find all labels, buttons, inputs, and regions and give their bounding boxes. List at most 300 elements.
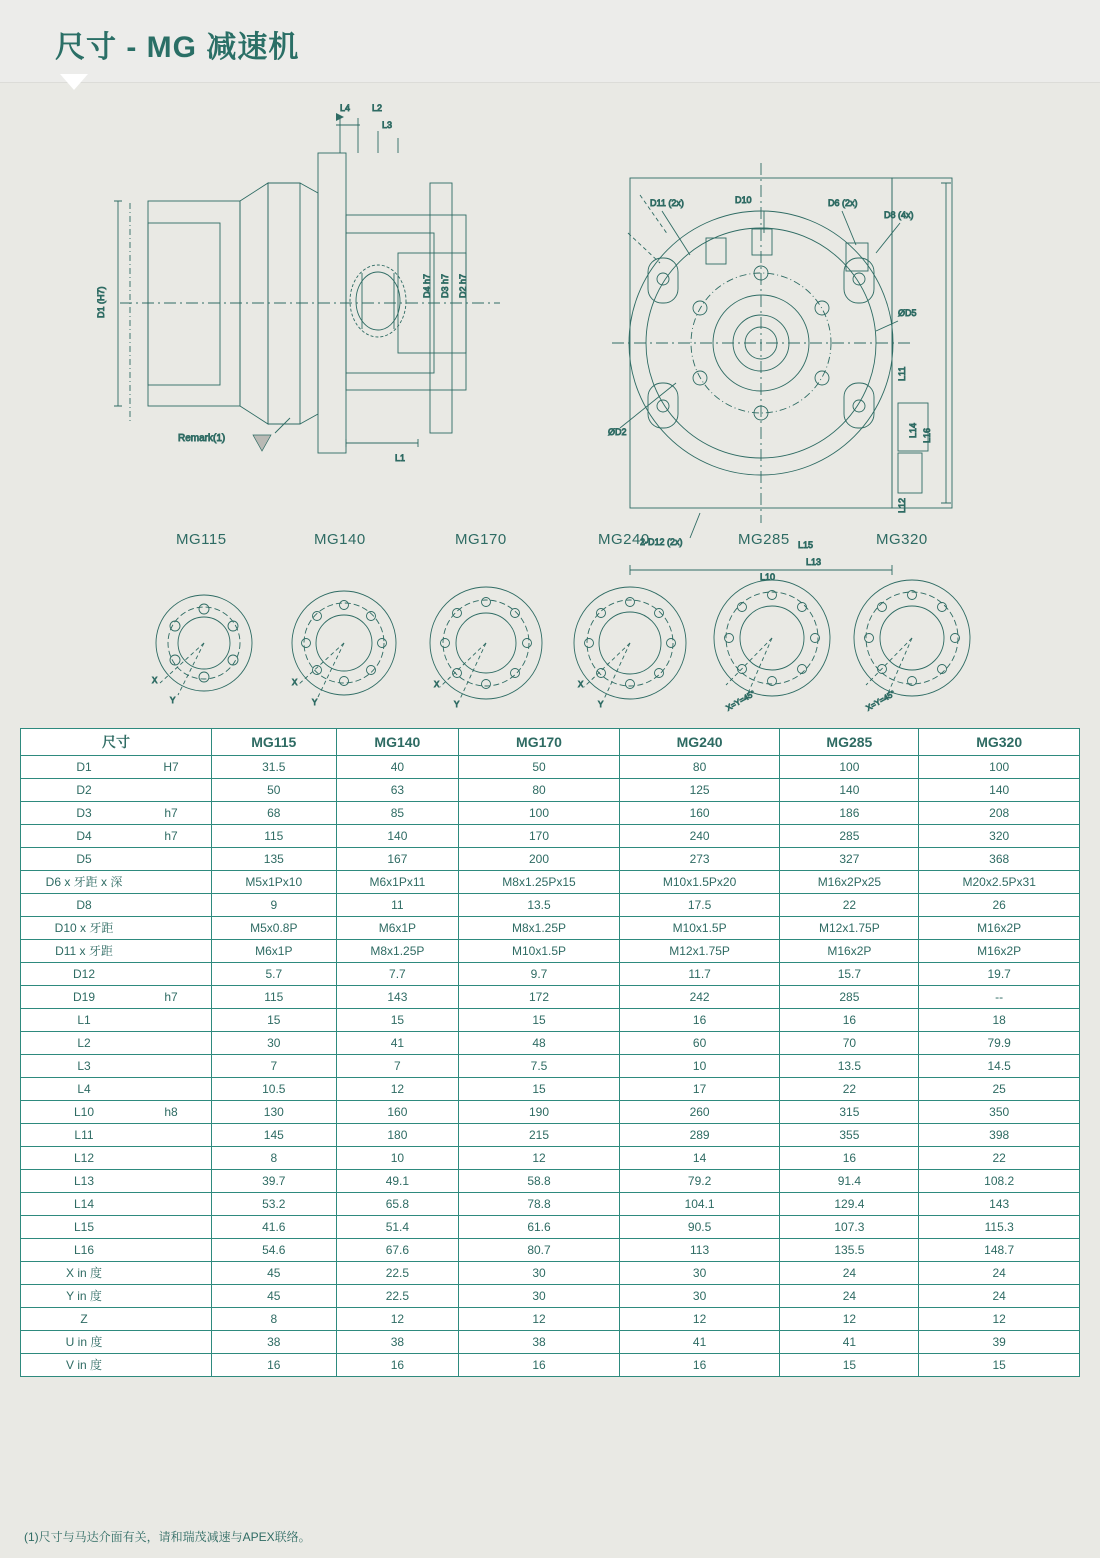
row-label: L12 — [73, 1151, 95, 1165]
table-cell: 125 — [619, 779, 780, 802]
svg-text:ØD5: ØD5 — [898, 308, 917, 318]
table-cell: 38 — [212, 1331, 337, 1354]
svg-text:L16: L16 — [922, 427, 932, 443]
row-header — [21, 848, 212, 871]
table-cell: 242 — [619, 986, 780, 1009]
table-cell: 260 — [619, 1101, 780, 1124]
flange-label-mg140: MG140 — [314, 531, 366, 548]
dimensions-table — [20, 728, 1080, 1377]
row-fit: H7 — [163, 760, 179, 774]
page-header — [0, 0, 1100, 83]
svg-text:D8 (4x): D8 (4x) — [884, 210, 914, 220]
row-fit: h7 — [164, 806, 178, 820]
table-cell: 18 — [919, 1009, 1080, 1032]
footnote: (1)尺寸与马达介面有关，请和瑞茂减速与APEX联络。 — [24, 1530, 311, 1544]
table-cell: 100 — [459, 802, 620, 825]
table-cell: 91.4 — [780, 1170, 919, 1193]
table-cell: 45 — [212, 1285, 337, 1308]
table-row — [21, 779, 1080, 802]
table-cell: 85 — [336, 802, 459, 825]
table-cell: 15.7 — [780, 963, 919, 986]
table-cell: 315 — [780, 1101, 919, 1124]
row-label: L15 — [73, 1220, 95, 1234]
table-cell: 190 — [459, 1101, 620, 1124]
table-cell: 11.7 — [619, 963, 780, 986]
table-cell: 285 — [780, 825, 919, 848]
table-row — [21, 1285, 1080, 1308]
row-header — [21, 1354, 212, 1377]
row-header — [21, 1009, 212, 1032]
table-cell: M10x1.5P — [459, 940, 620, 963]
table-cell: 135.5 — [780, 1239, 919, 1262]
table-cell: 30 — [212, 1032, 337, 1055]
svg-text:D11 (2x): D11 (2x) — [650, 198, 684, 208]
table-row — [21, 848, 1080, 871]
table-row — [21, 1032, 1080, 1055]
table-cell: 140 — [780, 779, 919, 802]
row-header — [21, 1124, 212, 1147]
table-cell: 53.2 — [212, 1193, 337, 1216]
table-cell: 24 — [780, 1262, 919, 1285]
table-cell: 22 — [919, 1147, 1080, 1170]
col-header-mg240: MG240 — [619, 729, 780, 756]
table-cell: 14.5 — [919, 1055, 1080, 1078]
row-header — [21, 1170, 212, 1193]
svg-text:X=Y=45°: X=Y=45° — [724, 688, 757, 713]
col-header-mg170: MG170 — [459, 729, 620, 756]
col-header-dimension: 尺寸 — [21, 729, 212, 756]
row-header — [21, 871, 212, 894]
svg-text:ØD2: ØD2 — [608, 427, 627, 437]
row-label: L3 — [77, 1059, 91, 1073]
row-label: D19 — [72, 990, 95, 1004]
table-cell: M10x1.5P — [619, 917, 780, 940]
table-cell: 41.6 — [212, 1216, 337, 1239]
table-cell: 24 — [919, 1285, 1080, 1308]
flange-label-mg170: MG170 — [455, 531, 507, 548]
table-row — [21, 756, 1080, 779]
svg-text:D6 (2x): D6 (2x) — [828, 198, 858, 208]
table-cell: M12x1.75P — [780, 917, 919, 940]
table-cell: 24 — [780, 1285, 919, 1308]
svg-text:X: X — [292, 678, 298, 687]
row-header — [21, 825, 212, 848]
table-cell: 398 — [919, 1124, 1080, 1147]
row-header — [21, 1193, 212, 1216]
table-cell: 285 — [780, 986, 919, 1009]
table-row — [21, 917, 1080, 940]
table-cell: 80.7 — [459, 1239, 620, 1262]
table-cell: M6x1Px11 — [336, 871, 459, 894]
table-cell: 355 — [780, 1124, 919, 1147]
svg-text:D2 h7: D2 h7 — [458, 273, 468, 298]
row-fit: h7 — [164, 990, 178, 1004]
table-cell: 79.2 — [619, 1170, 780, 1193]
svg-text:X: X — [434, 680, 440, 689]
table-cell: 63 — [336, 779, 459, 802]
table-cell: 15 — [919, 1354, 1080, 1377]
table-cell: 65.8 — [336, 1193, 459, 1216]
table-cell: 15 — [459, 1009, 620, 1032]
table-cell: 38 — [336, 1331, 459, 1354]
table-cell: 7.7 — [336, 963, 459, 986]
row-header — [21, 986, 212, 1009]
table-row — [21, 1147, 1080, 1170]
table-cell: 148.7 — [919, 1239, 1080, 1262]
row-label: V in 度 — [65, 1358, 102, 1372]
svg-text:D10: D10 — [735, 195, 752, 205]
table-cell: 107.3 — [780, 1216, 919, 1239]
svg-text:L4: L4 — [340, 103, 351, 113]
table-cell: 90.5 — [619, 1216, 780, 1239]
svg-text:L12: L12 — [897, 497, 907, 513]
svg-text:X=Y=45°: X=Y=45° — [864, 688, 897, 713]
table-cell: 130 — [212, 1101, 337, 1124]
table-cell: 49.1 — [336, 1170, 459, 1193]
table-cell: 115.3 — [919, 1216, 1080, 1239]
table-row — [21, 894, 1080, 917]
table-cell: 172 — [459, 986, 620, 1009]
table-cell: M5x0.8P — [212, 917, 337, 940]
row-label: D11 x 牙距 — [55, 944, 113, 958]
col-header-mg140: MG140 — [336, 729, 459, 756]
table-cell: 54.6 — [212, 1239, 337, 1262]
table-cell: M16x2P — [780, 940, 919, 963]
table-cell: 80 — [619, 756, 780, 779]
table-cell: 15 — [459, 1078, 620, 1101]
table-cell: 129.4 — [780, 1193, 919, 1216]
table-cell: 41 — [619, 1331, 780, 1354]
table-cell: 58.8 — [459, 1170, 620, 1193]
table-row — [21, 1124, 1080, 1147]
drawing-svg — [0, 83, 1100, 723]
table-row — [21, 1193, 1080, 1216]
row-label: L1 — [77, 1013, 91, 1027]
table-row — [21, 940, 1080, 963]
row-label: L10 — [73, 1105, 95, 1119]
table-cell: 135 — [212, 848, 337, 871]
table-cell: 26 — [919, 894, 1080, 917]
table-row — [21, 1009, 1080, 1032]
row-header — [21, 1147, 212, 1170]
table-cell: 30 — [459, 1262, 620, 1285]
row-label: D6 x 牙距 x 深 — [45, 875, 123, 889]
flange-label-mg240: MG240 — [598, 531, 650, 548]
row-fit: h8 — [164, 1105, 178, 1119]
table-cell: 50 — [459, 756, 620, 779]
table-cell: 41 — [336, 1032, 459, 1055]
table-cell: 16 — [459, 1354, 620, 1377]
table-cell: 7 — [212, 1055, 337, 1078]
table-cell: 200 — [459, 848, 620, 871]
table-cell: 22 — [780, 1078, 919, 1101]
table-cell: -- — [919, 986, 1080, 1009]
table-cell: 7.5 — [459, 1055, 620, 1078]
table-body — [21, 756, 1080, 1377]
table-cell: 67.6 — [336, 1239, 459, 1262]
table-cell: 22 — [780, 894, 919, 917]
table-cell: 25 — [919, 1078, 1080, 1101]
table-cell: M6x1P — [336, 917, 459, 940]
row-header — [21, 894, 212, 917]
table-cell: 143 — [336, 986, 459, 1009]
row-label: D1 — [76, 760, 92, 774]
table-cell: 39.7 — [212, 1170, 337, 1193]
row-header — [21, 779, 212, 802]
table-cell: 145 — [212, 1124, 337, 1147]
table-cell: M16x2P — [919, 940, 1080, 963]
table-cell: 12 — [619, 1308, 780, 1331]
table-cell: 40 — [336, 756, 459, 779]
table-cell: 273 — [619, 848, 780, 871]
row-header — [21, 963, 212, 986]
table-cell: 104.1 — [619, 1193, 780, 1216]
table-cell: 16 — [212, 1354, 337, 1377]
table-cell: 12 — [459, 1308, 620, 1331]
table-cell: 320 — [919, 825, 1080, 848]
table-row — [21, 802, 1080, 825]
table-cell: 100 — [780, 756, 919, 779]
table-row — [21, 1239, 1080, 1262]
table-cell: M10x1.5Px20 — [619, 871, 780, 894]
table-cell: M8x1.25P — [336, 940, 459, 963]
table-cell: 16 — [336, 1354, 459, 1377]
table-row — [21, 825, 1080, 848]
table-row — [21, 1354, 1080, 1377]
row-label: L4 — [77, 1082, 91, 1096]
table-cell: 115 — [212, 986, 337, 1009]
svg-text:Y: Y — [598, 700, 604, 709]
row-header — [21, 1262, 212, 1285]
table-cell: 38 — [459, 1331, 620, 1354]
table-cell: 31.5 — [212, 756, 337, 779]
table-row — [21, 1078, 1080, 1101]
table-row — [21, 1101, 1080, 1124]
table-cell: 170 — [459, 825, 620, 848]
table-cell: M16x2P — [919, 917, 1080, 940]
row-label: L13 — [73, 1174, 95, 1188]
table-cell: 186 — [780, 802, 919, 825]
svg-text:X: X — [152, 676, 158, 685]
table-row — [21, 1216, 1080, 1239]
row-label: X in 度 — [65, 1266, 102, 1280]
technical-drawings — [0, 83, 1100, 723]
table-header-row — [21, 729, 1080, 756]
table-row — [21, 986, 1080, 1009]
table-cell: 16 — [780, 1147, 919, 1170]
table-cell: 115 — [212, 825, 337, 848]
dimensions-table-wrap — [20, 728, 1080, 1377]
table-cell: 12 — [336, 1078, 459, 1101]
table-cell: 45 — [212, 1262, 337, 1285]
table-row — [21, 1308, 1080, 1331]
table-cell: 140 — [919, 779, 1080, 802]
svg-text:Y: Y — [170, 696, 176, 705]
table-cell: 9.7 — [459, 963, 620, 986]
row-header — [21, 940, 212, 963]
table-cell: 215 — [459, 1124, 620, 1147]
col-header-mg115: MG115 — [212, 729, 337, 756]
svg-text:Y: Y — [454, 700, 460, 709]
table-cell: 12 — [459, 1147, 620, 1170]
svg-text:D4 h7: D4 h7 — [422, 273, 432, 298]
table-cell: 16 — [619, 1009, 780, 1032]
table-cell: 19.7 — [919, 963, 1080, 986]
table-cell: 8 — [212, 1147, 337, 1170]
table-row — [21, 963, 1080, 986]
table-cell: 16 — [780, 1009, 919, 1032]
table-cell: 15 — [336, 1009, 459, 1032]
svg-text:Remark(1): Remark(1) — [178, 433, 226, 444]
table-cell: 68 — [212, 802, 337, 825]
table-cell: 51.4 — [336, 1216, 459, 1239]
table-cell: 100 — [919, 756, 1080, 779]
flange-label-mg320: MG320 — [876, 531, 928, 548]
row-label: D8 — [76, 898, 92, 912]
table-cell: 167 — [336, 848, 459, 871]
table-cell: 60 — [619, 1032, 780, 1055]
table-cell: 160 — [619, 802, 780, 825]
row-header — [21, 1078, 212, 1101]
table-cell: 289 — [619, 1124, 780, 1147]
svg-text:D3 h7: D3 h7 — [440, 273, 450, 298]
svg-text:X: X — [578, 680, 584, 689]
table-cell: 13.5 — [459, 894, 620, 917]
row-label: L14 — [73, 1197, 95, 1211]
table-cell: 22.5 — [336, 1285, 459, 1308]
row-header — [21, 1239, 212, 1262]
row-header — [21, 1101, 212, 1124]
table-row — [21, 1331, 1080, 1354]
table-cell: 79.9 — [919, 1032, 1080, 1055]
table-cell: M8x1.25P — [459, 917, 620, 940]
table-row — [21, 1170, 1080, 1193]
table-cell: M6x1P — [212, 940, 337, 963]
row-label: D3 — [76, 806, 92, 820]
row-label: U in 度 — [65, 1335, 103, 1349]
svg-text:2-D12 (2x): 2-D12 (2x) — [640, 537, 683, 547]
table-cell: 78.8 — [459, 1193, 620, 1216]
table-cell: 24 — [919, 1262, 1080, 1285]
table-cell: 16 — [619, 1354, 780, 1377]
table-cell: 108.2 — [919, 1170, 1080, 1193]
svg-text:L10: L10 — [760, 572, 776, 582]
table-row — [21, 871, 1080, 894]
row-label: L11 — [74, 1128, 94, 1142]
table-cell: 50 — [212, 779, 337, 802]
table-cell: 5.7 — [212, 963, 337, 986]
table-cell: 350 — [919, 1101, 1080, 1124]
table-cell: 8 — [212, 1308, 337, 1331]
table-cell: 14 — [619, 1147, 780, 1170]
row-header — [21, 1055, 212, 1078]
svg-text:L1: L1 — [395, 453, 406, 463]
table-cell: 143 — [919, 1193, 1080, 1216]
svg-text:L15: L15 — [798, 540, 814, 550]
row-label: Y in 度 — [66, 1289, 102, 1303]
table-cell: 15 — [780, 1354, 919, 1377]
table-cell: 10 — [336, 1147, 459, 1170]
table-cell: 22.5 — [336, 1262, 459, 1285]
table-cell: 48 — [459, 1032, 620, 1055]
table-cell: 80 — [459, 779, 620, 802]
row-header — [21, 917, 212, 940]
table-cell: 11 — [336, 894, 459, 917]
table-row — [21, 1055, 1080, 1078]
svg-text:L11: L11 — [897, 366, 907, 381]
svg-text:Y: Y — [312, 698, 318, 707]
row-header — [21, 1216, 212, 1239]
svg-text:L14: L14 — [908, 422, 918, 438]
table-cell: 41 — [780, 1331, 919, 1354]
row-label: L16 — [73, 1243, 95, 1257]
col-header-mg285: MG285 — [780, 729, 919, 756]
table-cell: 12 — [780, 1308, 919, 1331]
row-label: D4 — [76, 829, 92, 843]
row-label: D2 — [76, 783, 92, 797]
page-title: 尺寸 - MG 减速机 — [55, 31, 300, 64]
table-cell: 12 — [336, 1308, 459, 1331]
table-cell: M8x1.25Px15 — [459, 871, 620, 894]
table-cell: 140 — [336, 825, 459, 848]
table-cell: 30 — [459, 1285, 620, 1308]
table-cell: M5x1Px10 — [212, 871, 337, 894]
table-cell: M12x1.75P — [619, 940, 780, 963]
svg-text:L13: L13 — [806, 557, 822, 567]
flange-label-mg115: MG115 — [176, 531, 227, 548]
table-cell: M16x2Px25 — [780, 871, 919, 894]
table-cell: 180 — [336, 1124, 459, 1147]
row-header — [21, 1331, 212, 1354]
table-cell: 30 — [619, 1262, 780, 1285]
table-cell: 39 — [919, 1331, 1080, 1354]
row-header — [21, 802, 212, 825]
svg-text:L3: L3 — [382, 120, 393, 130]
table-cell: 327 — [780, 848, 919, 871]
table-cell: 10.5 — [212, 1078, 337, 1101]
table-cell: 15 — [212, 1009, 337, 1032]
col-header-mg320: MG320 — [919, 729, 1080, 756]
table-cell: 70 — [780, 1032, 919, 1055]
table-cell: 9 — [212, 894, 337, 917]
row-label: Z — [80, 1312, 88, 1326]
table-cell: 12 — [919, 1308, 1080, 1331]
flange-label-mg285: MG285 — [738, 531, 790, 548]
row-label: D5 — [76, 852, 92, 866]
table-cell: 368 — [919, 848, 1080, 871]
row-header — [21, 1032, 212, 1055]
table-cell: 160 — [336, 1101, 459, 1124]
table-cell: 113 — [619, 1239, 780, 1262]
row-header — [21, 756, 212, 779]
table-cell: 30 — [619, 1285, 780, 1308]
table-cell: 10 — [619, 1055, 780, 1078]
row-header — [21, 1285, 212, 1308]
table-cell: 17.5 — [619, 894, 780, 917]
table-cell: 7 — [336, 1055, 459, 1078]
table-cell: 17 — [619, 1078, 780, 1101]
row-label: D10 x 牙距 — [54, 921, 114, 935]
table-cell: 13.5 — [780, 1055, 919, 1078]
table-cell: 208 — [919, 802, 1080, 825]
table-cell: 61.6 — [459, 1216, 620, 1239]
table-cell: 240 — [619, 825, 780, 848]
row-label: L2 — [77, 1036, 91, 1050]
table-cell: M20x2.5Px31 — [919, 871, 1080, 894]
svg-text:D1 (H7): D1 (H7) — [96, 286, 106, 318]
row-header — [21, 1308, 212, 1331]
table-row — [21, 1262, 1080, 1285]
